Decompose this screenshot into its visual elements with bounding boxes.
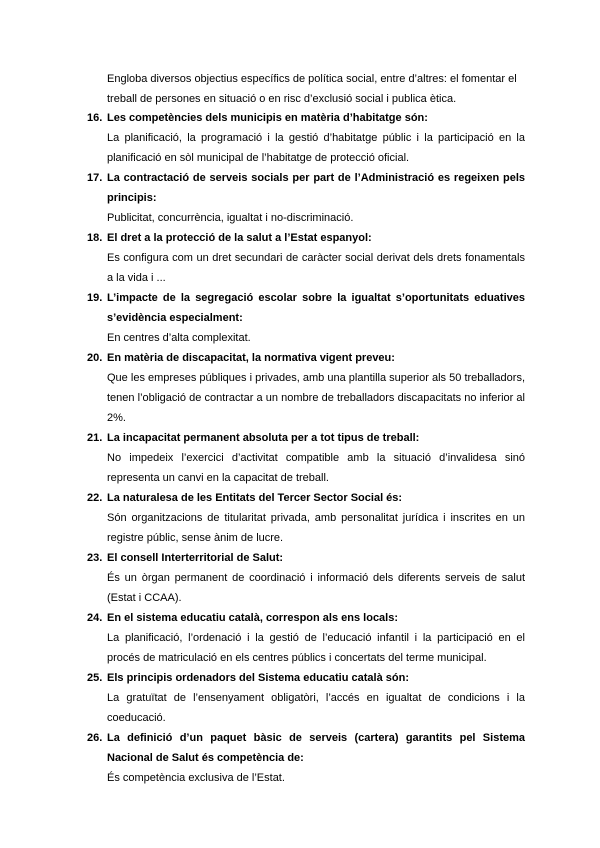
question-item-22 <box>87 488 525 548</box>
item-number: 19. <box>87 292 103 304</box>
question-text: La contractació de serveis socials per part de l’Administració es regeixen pels principis: <box>107 172 525 204</box>
question-item-26 <box>87 728 525 788</box>
item-number: 23. <box>87 552 103 564</box>
item-number: 16. <box>87 112 103 124</box>
question-item-20 <box>87 348 525 428</box>
answer-text: És un òrgan permanent de coordinació i informació dels diferents serveis de salut (Estat i CCAA). <box>107 572 525 604</box>
item-number: 25. <box>87 672 103 684</box>
question-text: La incapacitat permanent absoluta per a tot tipus de treball: <box>107 432 420 444</box>
answer-text: Es configura com un dret secundari de caràcter social derivat dels drets fonamentals a la vida i ... <box>107 252 525 284</box>
question-text: El consell Interterritorial de Salut: <box>107 552 284 564</box>
question-item-19 <box>87 288 525 348</box>
question-list <box>87 108 525 788</box>
question-text: La definició d’un paquet bàsic de serveis (cartera) garantits pel Sistema Nacional de Salut és competència de: <box>107 732 525 764</box>
question-item-21 <box>87 428 525 488</box>
item-number: 20. <box>87 352 103 364</box>
answer-text: Publicitat, concurrència, igualtat i no-discriminació. <box>107 212 354 224</box>
item-number: 21. <box>87 432 103 444</box>
question-text: En matèria de discapacitat, la normativa vigent preveu: <box>107 352 395 364</box>
question-item-16 <box>87 108 525 168</box>
item-number: 22. <box>87 492 103 504</box>
question-text: En el sistema educatiu català, correspon als ens locals: <box>107 612 399 624</box>
answer-text: Són organitzacions de titularitat privada, amb personalitat jurídica i inscrites en un registre públic, sense ànim de lucre. <box>107 512 525 544</box>
question-item-25 <box>87 668 525 728</box>
item-number: 24. <box>87 612 103 624</box>
answer-text: En centres d’alta complexitat. <box>107 332 251 344</box>
question-item-24 <box>87 608 525 668</box>
question-item-18 <box>87 228 525 288</box>
question-text: El dret a la protecció de la salut a l’Estat espanyol: <box>107 232 372 244</box>
answer-text: La planificació, l’ordenació i la gestió de l’educació infantil i la participació en el procés de matriculació en els centres públics i concertats del terme municipal. <box>107 632 525 664</box>
answer-text: No impedeix l’exercici d’activitat compatible amb la situació d’invalidesa sinó representa un canvi en la capacitat de treball. <box>107 452 525 484</box>
item-number: 18. <box>87 232 103 244</box>
question-text: L’impacte de la segregació escolar sobre la igualtat s’oportunitats eduatives s’evidència especialment: <box>107 292 525 324</box>
item-number: 26. <box>87 732 103 744</box>
item-number: 17. <box>87 172 103 184</box>
question-text: Els principis ordenadors del Sistema educatiu català són: <box>107 672 409 684</box>
answer-text: És competència exclusiva de l’Estat. <box>107 772 285 784</box>
question-text: La naturalesa de les Entitats del Tercer Sector Social és: <box>107 492 403 504</box>
question-text: Les competències dels municipis en matèria d’habitatge són: <box>107 112 428 124</box>
answer-text: La gratuïtat de l’ensenyament obligatòri, l’accés en igualtat de condicions i la coeducació. <box>107 692 525 724</box>
answer-text: Que les empreses públiques i privades, amb una plantilla superior als 50 treballadors, tenen l’obligació de contractar a un nombre de treballadors discapacitats no inferior al 2%. <box>107 372 525 424</box>
answer-text: La planificació, la programació i la gestió d’habitatge públic i la participació en la planificació en sòl municipal de l’habitatge de protecció oficial. <box>107 132 525 164</box>
intro-paragraph: Engloba diversos objectius específics de política social, entre d’altres: el fomentar el treball de persones en situació o en risc d’exclusió social i publica ètica. <box>107 73 517 105</box>
question-item-23 <box>87 548 525 608</box>
question-item-17 <box>87 168 525 228</box>
